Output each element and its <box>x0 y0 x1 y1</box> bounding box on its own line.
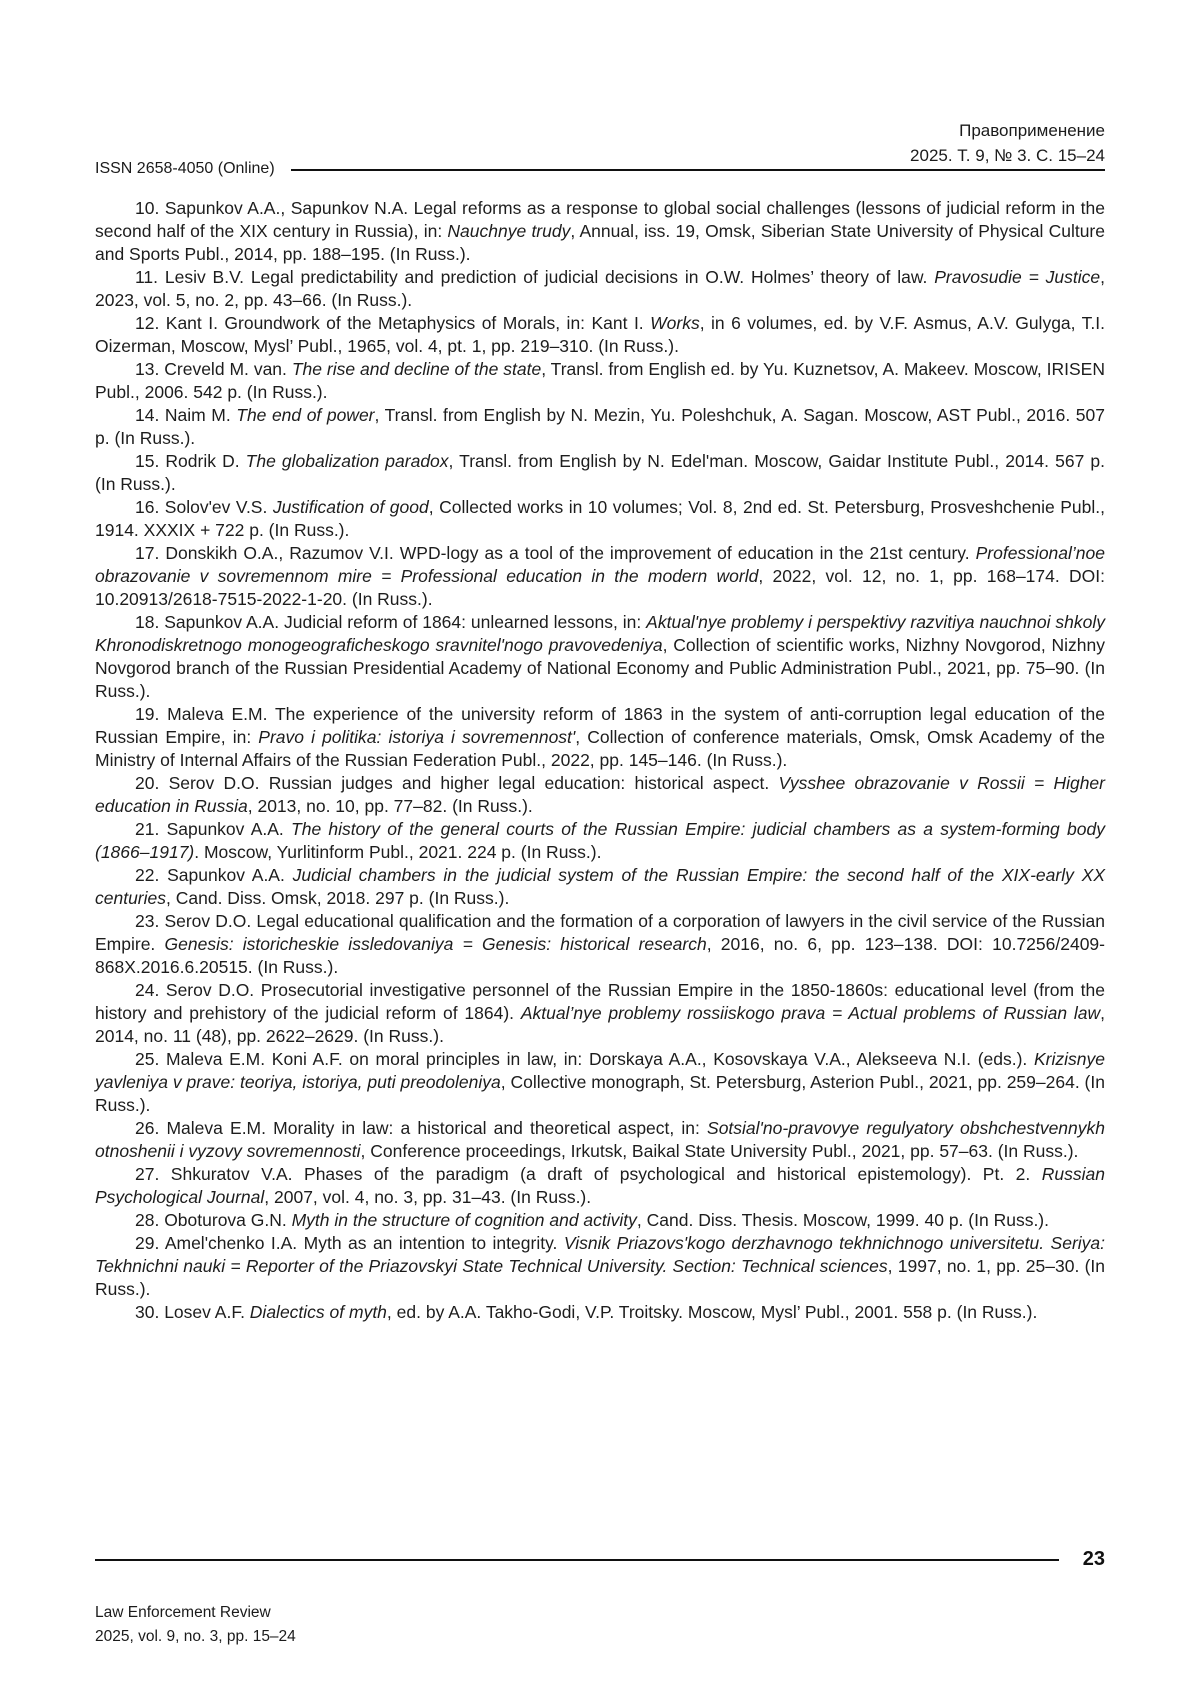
reference-text: , Collected works in 10 volumes; Vol. 8, 2nd ed. St. Petersburg, Prosveshchenie Publ., 1914. XXXIX + 722 p. (In Russ.). <box>95 497 1106 540</box>
reference-text: , 2016, no. 6, pp. 123–138. DOI: 10.7256/2409-868X.2016.6.20515. (In Russ.). <box>95 934 1105 977</box>
reference-text: 26. Maleva E.M. Morality in law: a historical and theoretical aspect, in: <box>135 1118 708 1138</box>
reference-text: , Conference proceedings, Irkutsk, Baikal State University Publ., 2021, pp. 57–63. (In Russ.). <box>360 1141 1079 1161</box>
journal-issue-en: 2025, vol. 9, no. 3, pp. 15–24 <box>95 1628 296 1645</box>
reference-item <box>95 404 1105 450</box>
reference-text: 17. Donskikh O.A., Razumov V.I. WPD-logy as a tool of the improvement of education in the 21st century. <box>135 543 976 563</box>
footer-rule <box>95 1559 1059 1561</box>
reference-text: 20. Serov D.O. Russian judges and higher legal education: historical aspect. <box>135 773 779 793</box>
reference-item <box>95 772 1105 818</box>
reference-source-italic: The history of the general courts of the Russian Empire: judicial chambers as a system-forming body (1866–1917) <box>95 819 1105 862</box>
reference-item <box>95 358 1105 404</box>
reference-source-italic: Pravosudie = Justice <box>934 267 1101 287</box>
reference-text: 29. Amel'chenko I.A. Myth as an intention to integrity. <box>135 1233 564 1253</box>
reference-item <box>95 1232 1105 1301</box>
reference-item <box>95 818 1105 864</box>
issn-row <box>95 160 1105 178</box>
reference-source-italic: Genesis: istoricheskie issledovaniya = Genesis: historical research <box>164 934 707 954</box>
page-footer <box>95 1548 1105 1649</box>
reference-text: 13. Creveld M. van. <box>135 359 292 379</box>
reference-source-italic: Pravo i politika: istoriya i sovremennost' <box>258 727 576 747</box>
reference-source-italic: Justification of good <box>272 497 429 517</box>
reference-text: , 2014, no. 11 (48), pp. 2622–2629. (In Russ.). <box>95 1003 1105 1046</box>
footer-rule-row <box>95 1548 1105 1571</box>
reference-item <box>95 1117 1105 1163</box>
reference-item <box>95 611 1105 703</box>
reference-source-italic: Works <box>650 313 700 333</box>
reference-text: 24. Serov D.O. Prosecutorial investigative personnel of the Russian Empire in the 1850-1860s: educational level (from the history and prehistory of the judicial reform of 1864). <box>95 980 1105 1023</box>
reference-text: 11. Lesiv B.V. Legal predictability and prediction of judicial decisions in O.W. Holmes’ theory of law. <box>135 267 935 287</box>
reference-item <box>95 979 1105 1048</box>
reference-text: 14. Naim M. <box>135 405 237 425</box>
reference-text: 18. Sapunkov A.A. Judicial reform of 1864: unlearned lessons, in: <box>135 612 647 632</box>
reference-source-italic: Russian Psychological Journal <box>95 1164 1105 1207</box>
reference-item <box>95 496 1105 542</box>
reference-item <box>95 266 1105 312</box>
reference-item <box>95 312 1105 358</box>
reference-text: , Cand. Diss. Thesis. Moscow, 1999. 40 p. (In Russ.). <box>636 1210 1049 1230</box>
reference-source-italic: Krizisnye yavleniya v prave: teoriya, istoriya, puti preodoleniya <box>95 1049 1105 1092</box>
reference-text: 30. Losev A.F. <box>135 1302 250 1322</box>
reference-item <box>95 450 1105 496</box>
reference-text: , 2013, no. 10, pp. 77–82. (In Russ.). <box>247 796 533 816</box>
journal-title-ru: Правоприменение <box>959 121 1105 140</box>
references-list <box>95 197 1105 1324</box>
reference-text: , 2023, vol. 5, no. 2, pp. 43–66. (In Russ.). <box>95 267 1105 310</box>
reference-text: , 1997, no. 1, pp. 25–30. (In Russ.). <box>95 1256 1105 1299</box>
reference-source-italic: Visnik Priazovs'kogo derzhavnogo tekhnichnogo universitetu. Seriya: Tekhnichni nauki = Reporter of the Priazovskyi State Technical University. Section: Technical sciences <box>95 1233 1105 1276</box>
header-rule <box>291 169 1105 171</box>
footer-journal-info <box>95 1601 1105 1649</box>
journal-title-en: Law Enforcement Review <box>95 1604 271 1621</box>
reference-item <box>95 910 1105 979</box>
reference-text: 28. Oboturova G.N. <box>135 1210 292 1230</box>
reference-text: 12. Kant I. Groundwork of the Metaphysics of Morals, in: Kant I. <box>135 313 651 333</box>
reference-source-italic: Dialectics of myth <box>249 1302 387 1322</box>
reference-text: , Transl. from English ed. by Yu. Kuznetsov, A. Makeev. Moscow, IRISEN Publ., 2006. 542 p. (In Russ.). <box>95 359 1105 402</box>
reference-text: , 2007, vol. 4, no. 3, pp. 31–43. (In Russ.). <box>264 1187 592 1207</box>
reference-source-italic: Professional’noe obrazovanie v sovremennom mire = Professional education in the modern world <box>95 543 1105 586</box>
reference-source-italic: Nauchnye trudy <box>447 221 571 241</box>
reference-item <box>95 703 1105 772</box>
reference-text: 15. Rodrik D. <box>135 451 246 471</box>
reference-source-italic: The rise and decline of the state <box>291 359 542 379</box>
reference-item <box>95 1301 1105 1324</box>
reference-source-italic: The globalization paradox <box>245 451 449 471</box>
reference-source-italic: Sotsial'no-pravovye regulyatory obshchestvennykh otnoshenii i vyzovy sovremennosti <box>95 1118 1106 1161</box>
reference-text: , Collection of conference materials, Omsk, Omsk Academy of the Ministry of Internal Affairs of the Russian Federation Publ., 2022, pp. 145–146. (In Russ.). <box>95 727 1105 770</box>
reference-item <box>95 1163 1105 1209</box>
page-number: 23 <box>1082 1548 1105 1570</box>
reference-item <box>95 197 1105 266</box>
reference-text: 22. Sapunkov A.A. <box>135 865 293 885</box>
reference-item <box>95 542 1105 611</box>
reference-source-italic: Vysshee obrazovanie v Rossii = Higher education in Russia <box>95 773 1105 816</box>
reference-text: , 2022, vol. 12, no. 1, pp. 168–174. DOI: 10.20913/2618-7515-2022-1-20. (In Russ.). <box>95 566 1106 609</box>
reference-text: 27. Shkuratov V.A. Phases of the paradigm (a draft of psychological and historical epistemology). Pt. 2. <box>135 1164 1042 1184</box>
reference-text: , in 6 volumes, ed. by V.F. Asmus, A.V. Gulyga, T.I. Oizerman, Moscow, Mysl’ Publ., 1965, vol. 4, pt. 1, pp. 219–310. (In Russ.). <box>95 313 1105 356</box>
reference-item <box>95 1048 1105 1117</box>
journal-issue-ru: 2025. Т. 9, № 3. С. 15–24 <box>910 146 1105 165</box>
reference-text: 25. Maleva E.M. Koni A.F. on moral principles in law, in: Dorskaya A.A., Kosovskaya V.A., Alekseeva N.I. (eds.). <box>135 1049 1034 1069</box>
reference-text: , Collective monograph, St. Petersburg, Asterion Publ., 2021, pp. 259–264. (In Russ.). <box>95 1072 1105 1115</box>
reference-item <box>95 1209 1105 1232</box>
reference-text: . Moscow, Yurlitinform Publ., 2021. 224 p. (In Russ.). <box>194 842 602 862</box>
reference-source-italic: Judicial chambers in the judicial system of the Russian Empire: the second half of the XIX-early XX centuries <box>95 865 1105 908</box>
reference-text: 23. Serov D.O. Legal educational qualification and the formation of a corporation of lawyers in the civil service of the Russian Empire. <box>95 911 1105 954</box>
reference-text: 19. Maleva E.M. The experience of the university reform of 1863 in the system of anti-corruption legal education of the Russian Empire, in: <box>95 704 1105 747</box>
reference-text: , Transl. from English by N. Mezin, Yu. Poleshchuk, A. Sagan. Moscow, AST Publ., 2016. 507 p. (In Russ.). <box>95 405 1105 448</box>
reference-text: 10. Sapunkov A.A., Sapunkov N.A. Legal reforms as a response to global social challenges (lessons of judicial reform in the second half of the XIX century in Russia), in: <box>95 198 1105 241</box>
reference-item <box>95 864 1105 910</box>
reference-source-italic: Aktual’nye problemy rossiiskogo prava = Actual problems of Russian law <box>520 1003 1101 1023</box>
reference-text: 16. Solov'ev V.S. <box>135 497 273 517</box>
reference-text: , Transl. from English by N. Edel'man. Moscow, Gaidar Institute Publ., 2014. 567 p. (In Russ.). <box>95 451 1105 494</box>
reference-source-italic: The end of power <box>236 405 375 425</box>
reference-text: , Cand. Diss. Omsk, 2018. 297 p. (In Russ.). <box>166 888 510 908</box>
reference-source-italic: Myth in the structure of cognition and activity <box>291 1210 637 1230</box>
reference-text: 21. Sapunkov A.A. <box>135 819 292 839</box>
reference-source-italic: Aktual'nye problemy i perspektivy razvitiya nauchnoi shkoly Khronodiskretnogo monogeograficheskogo sravnitel'nogo pravovedeniya <box>95 612 1105 655</box>
reference-text: , ed. by A.A. Takho-Godi, V.P. Troitsky. Moscow, Mysl’ Publ., 2001. 558 p. (In Russ.). <box>386 1302 1038 1322</box>
reference-text: , Annual, iss. 19, Omsk, Siberian State University of Physical Culture and Sports Publ., 2014, pp. 188–195. (In Russ.). <box>95 221 1105 264</box>
reference-text: , Collection of scientific works, Nizhny Novgorod, Nizhny Novgorod branch of the Russian Presidential Academy of National Economy and Public Administration Publ., 2021, pp. 75–90. (In Russ.). <box>95 635 1105 701</box>
issn-label: ISSN 2658-4050 (Online) <box>95 160 275 177</box>
